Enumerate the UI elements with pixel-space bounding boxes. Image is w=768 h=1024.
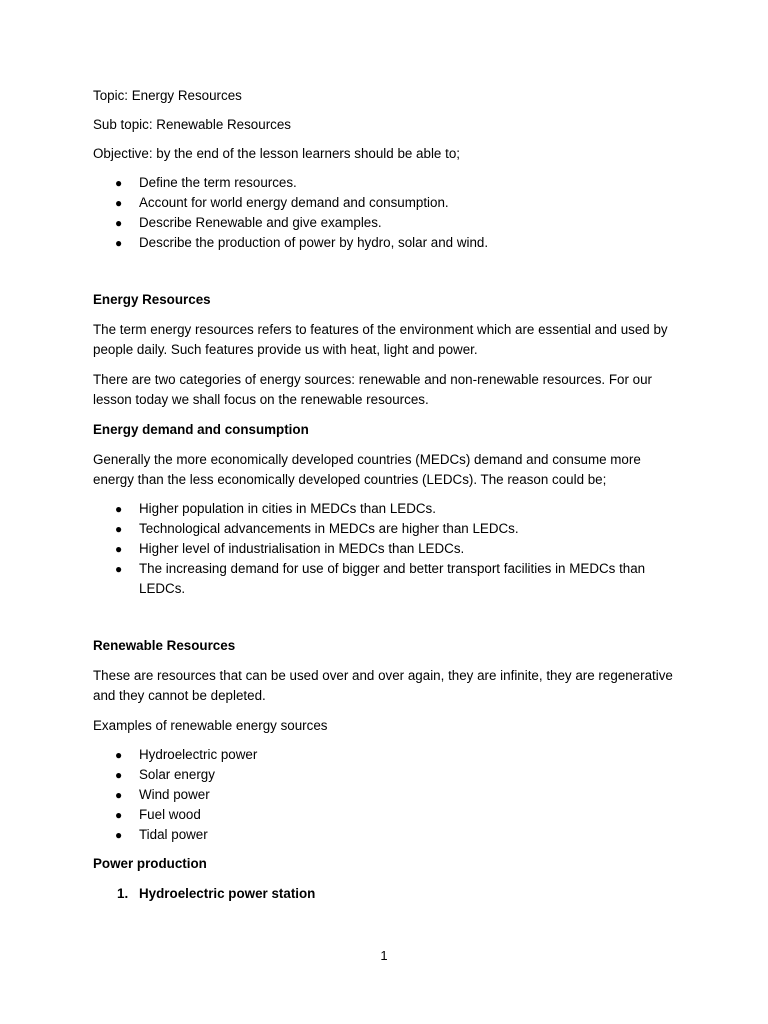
list-item: ● Describe the production of power by hydro, solar and wind. — [93, 233, 683, 253]
list-item: ● Define the term resources. — [93, 173, 683, 193]
energy-resources-paragraph-2: There are two categories of energy sources: renewable and non-renewable resources. For our lesson today we shall focus on the renewable resources. — [93, 372, 652, 407]
bullet-icon: ● — [115, 562, 123, 576]
page-number: 1 — [380, 948, 388, 963]
list-number: 1. — [117, 886, 129, 901]
bullet-icon: ● — [115, 196, 123, 210]
energy-resources-paragraph-1: The term energy resources refers to features of the environment which are essential and used by people daily. Such features provide us with heat, light and power. — [93, 322, 668, 357]
list-item: ● The increasing demand for use of bigger and better transport facilities in MEDCs than LEDCs. — [115, 561, 646, 596]
bullet-icon: ● — [115, 828, 123, 842]
power-production-heading: Power production — [93, 856, 207, 871]
demand-heading: Energy demand and consumption — [93, 422, 309, 437]
power-production-list — [93, 884, 683, 904]
bullet-icon: ● — [115, 176, 123, 190]
examples-intro: Examples of renewable energy sources — [93, 718, 328, 733]
demand-paragraph: Generally the more economically developed countries (MEDCs) demand and consume more energy than the less economically developed countries (LEDCs). The reason could be; — [93, 452, 641, 487]
bullet-icon: ● — [115, 768, 123, 782]
bullet-icon: ● — [115, 788, 123, 802]
list-item: 1. Hydroelectric power station — [93, 884, 683, 904]
list-item: ● Technological advancements in MEDCs are higher than LEDCs. — [93, 519, 683, 539]
reasons-list — [93, 499, 683, 599]
bullet-icon: ● — [115, 502, 123, 516]
bullet-icon: ● — [115, 748, 123, 762]
bullet-icon: ● — [115, 522, 123, 536]
list-item: ● Wind power — [93, 785, 683, 805]
list-item: ● Describe Renewable and give examples. — [93, 213, 683, 233]
renewable-heading: Renewable Resources — [93, 638, 236, 653]
list-item: ● Fuel wood — [93, 805, 683, 825]
list-item: ● Tidal power — [93, 825, 683, 845]
examples-list — [93, 745, 683, 845]
subtopic-line: Sub topic: Renewable Resources — [93, 117, 291, 132]
list-item: ● Account for world energy demand and consumption. — [93, 193, 683, 213]
objectives-list — [93, 173, 683, 253]
energy-resources-heading: Energy Resources — [93, 292, 211, 307]
bullet-icon: ● — [115, 542, 123, 556]
list-item: ● Higher level of industrialisation in MEDCs than LEDCs. — [93, 539, 683, 559]
objective-line: Objective: by the end of the lesson learners should be able to; — [93, 146, 460, 161]
topic-line: Topic: Energy Resources — [93, 88, 242, 103]
list-item: ● Hydroelectric power — [93, 745, 683, 765]
list-item: ● Higher population in cities in MEDCs than LEDCs. — [93, 499, 683, 519]
renewable-paragraph: These are resources that can be used over and over again, they are infinite, they are regenerative and they cannot be depleted. — [93, 668, 673, 703]
list-item: ● Solar energy — [93, 765, 683, 785]
bullet-icon: ● — [115, 236, 123, 250]
document-body — [93, 86, 683, 904]
bullet-icon: ● — [115, 808, 123, 822]
bullet-icon: ● — [115, 216, 123, 230]
